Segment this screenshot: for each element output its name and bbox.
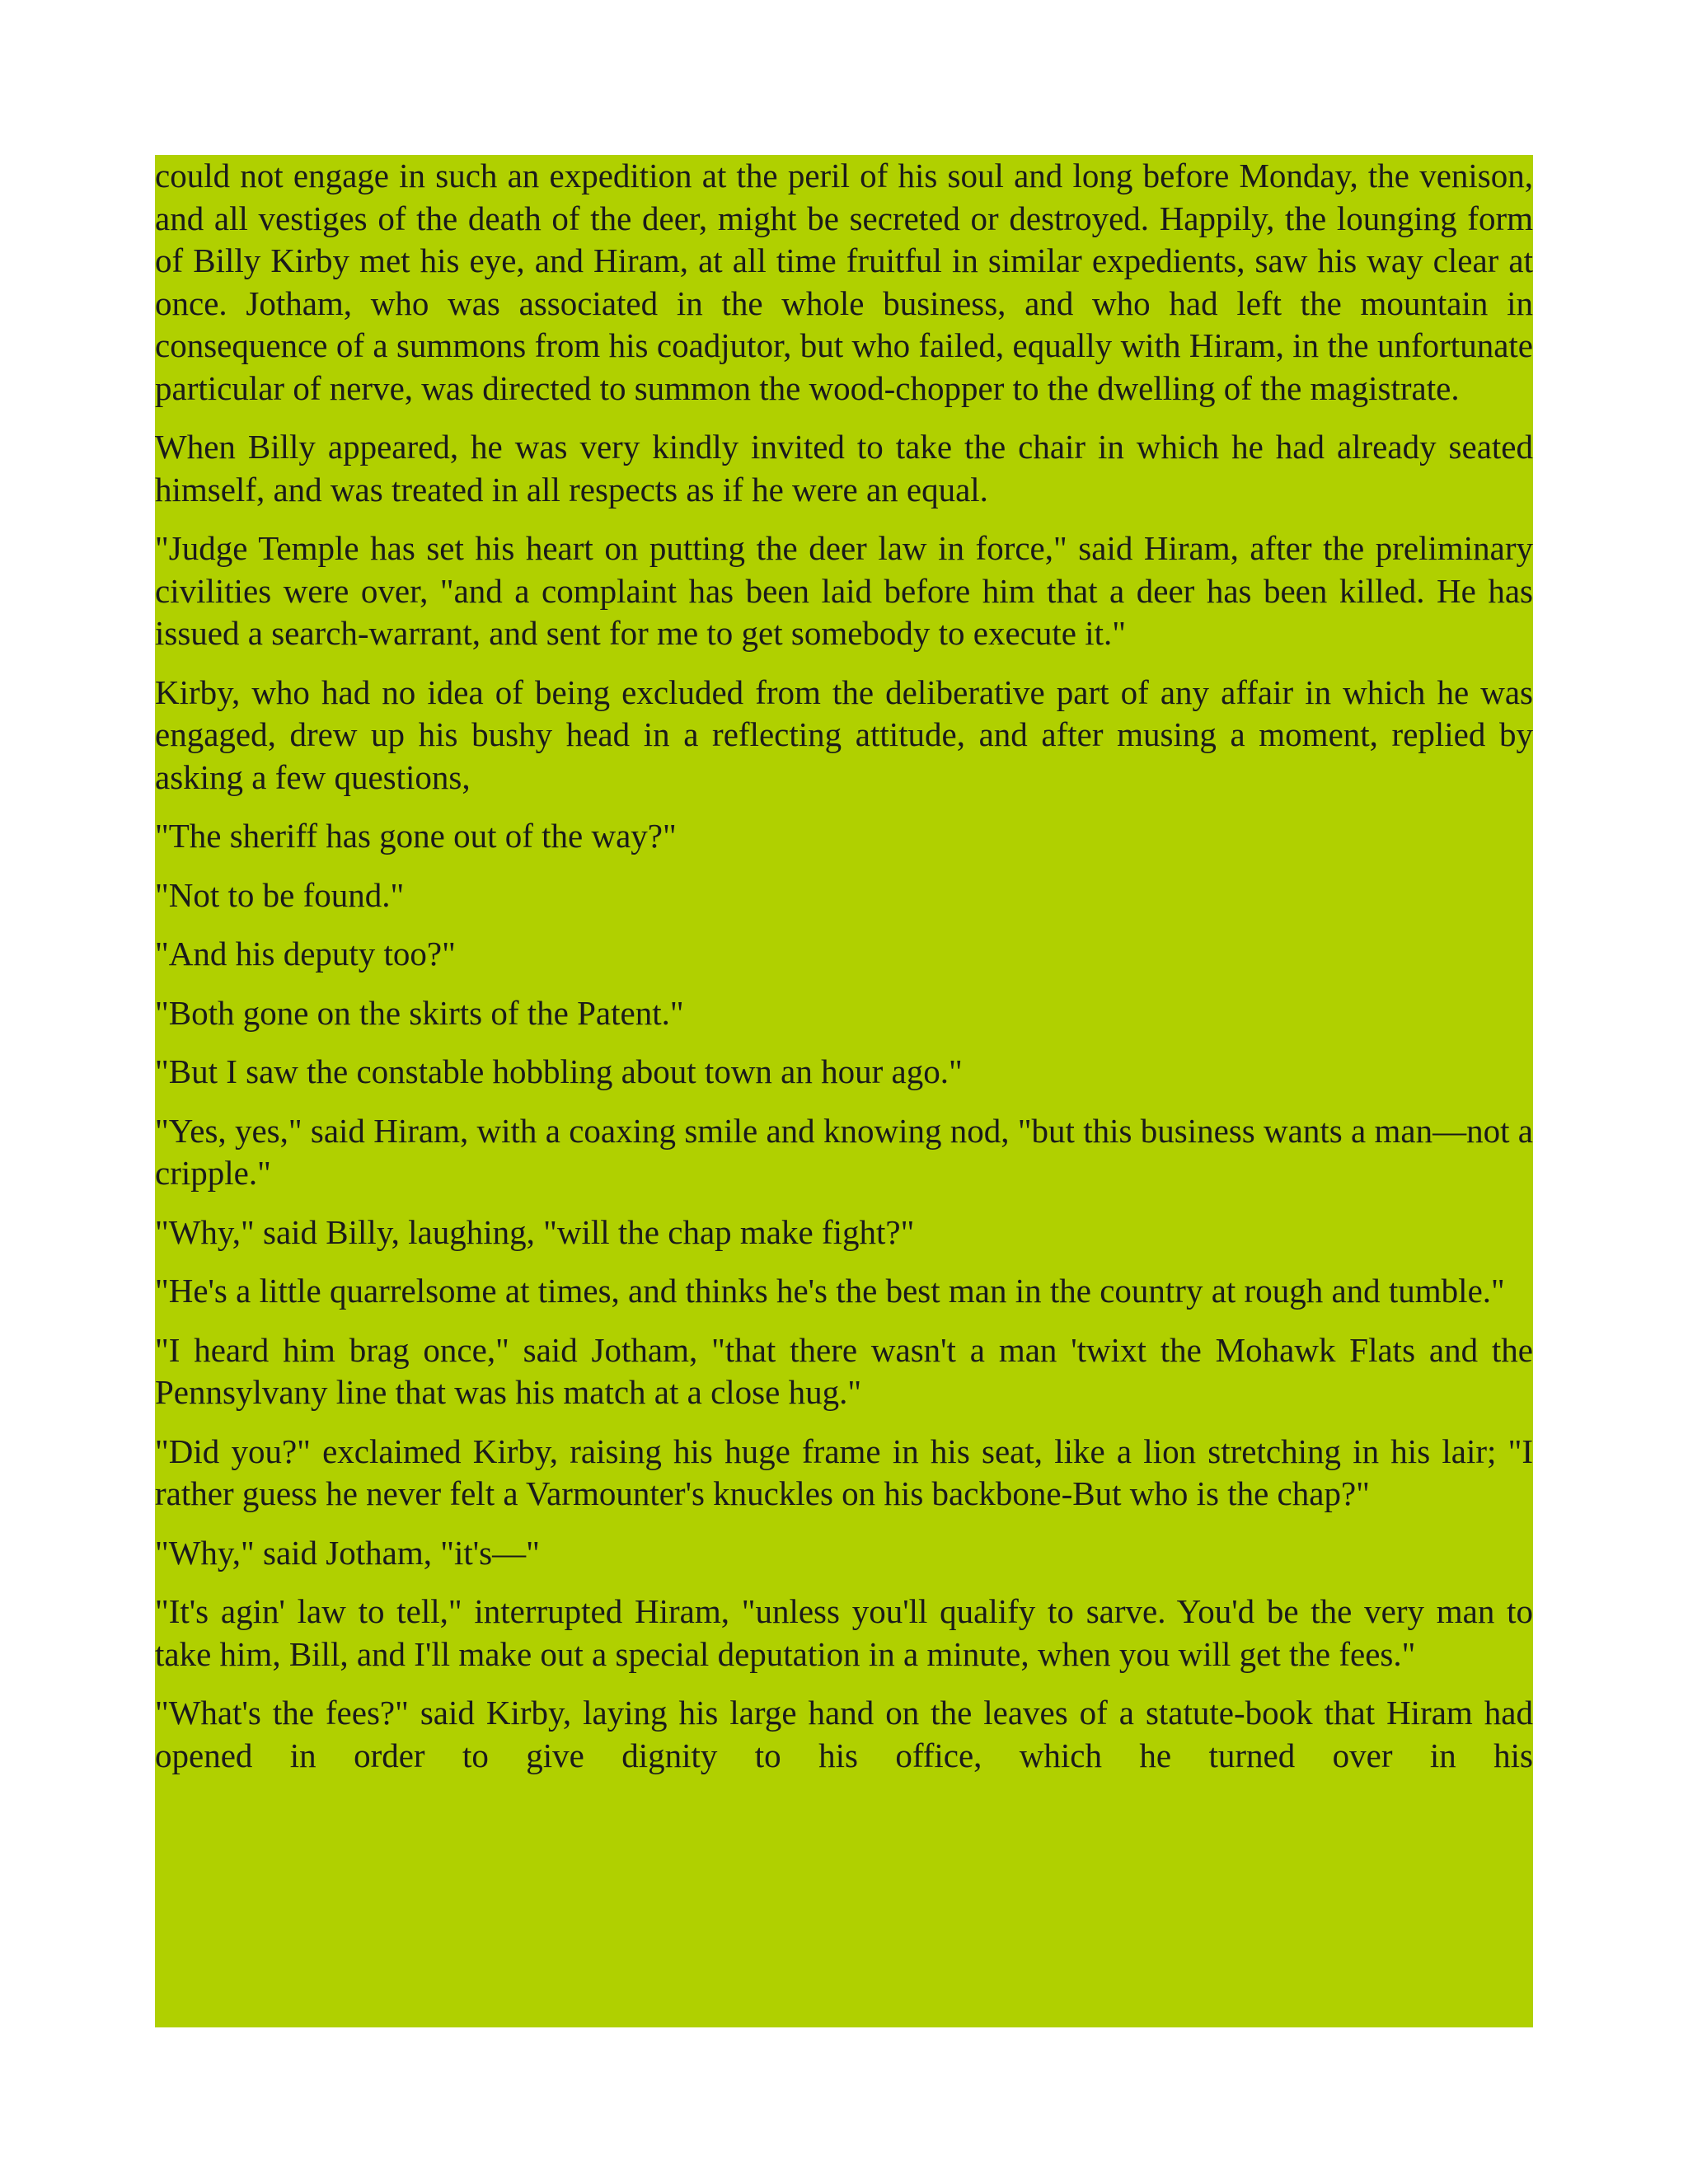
text-block — [155, 155, 1533, 2027]
paragraph: "Why," said Billy, laughing, "will the chap make fight?" — [155, 1212, 915, 1251]
paragraph: "Yes, yes," said Hiram, with a coaxing smile and knowing nod, "but this business wants a man—not a cripple." — [155, 1111, 1533, 1192]
paragraph-continued: "What's the fees?" said Kirby, laying his large hand on the leaves of a statute-book that Hiram had opened in order to give dignity to his office, which he turned over in his — [155, 1694, 1533, 1774]
paragraph: "He's a little quarrelsome at times, and thinks he's the best man in the country at rough and tumble." — [155, 1272, 1505, 1310]
paragraph: Kirby, who had no idea of being excluded from the deliberative part of any affair in which he was engaged, drew up his bushy head in a reflecting attitude, and after musing a moment, replied by asking a few questions, — [155, 673, 1533, 796]
paragraph: "I heard him brag once," said Jotham, "that there wasn't a man 'twixt the Mohawk Flats and the Pennsylvany line that was his match at a close hug." — [155, 1330, 1533, 1411]
paragraph: "It's agin' law to tell," interrupted Hiram, "unless you'll qualify to sarve. You'd be the very man to take him, Bill, and I'll make out a special deputation in a minute, when you will get the fees." — [155, 1592, 1533, 1673]
paragraph: "And his deputy too?" — [155, 935, 456, 972]
paragraph: "Did you?" exclaimed Kirby, raising his huge frame in his seat, like a lion stretching in his lair; "I rather guess he never felt a Varmounter's knuckles on his backbone-But who is the chap?" — [155, 1432, 1533, 1512]
paragraph: "But I saw the constable hobbling about town an hour ago." — [155, 1052, 963, 1090]
paragraph: "Both gone on the skirts of the Patent." — [155, 993, 684, 1032]
paragraph: When Billy appeared, he was very kindly invited to take the chair in which he had already seated himself, and was treated in all respects as if he were an equal. — [155, 428, 1533, 509]
paragraph: "Not to be found." — [155, 875, 405, 914]
paragraph: could not engage in such an expedition at the peril of his soul and long before Monday, the venison, and all vestiges of the death of the deer, might be secreted or destroyed. Happily, the lounging form of Billy Kirby met his eye, and Hiram, at all time fruitful in similar expedients, saw his way clear at once. Jotham, who was associated in the whole business, and who had left the mountain in consequence of a summons from his coadjutor, but who failed, equally with Hiram, in the unfortunate particular of nerve, was directed to summon the wood-chopper to the dwelling of the magistrate. — [155, 157, 1533, 407]
paragraph: "Why," said Jotham, "it's—" — [155, 1533, 540, 1572]
paragraph: "Judge Temple has set his heart on putting the deer law in force," said Hiram, after the preliminary civilities were over, "and a complaint has been laid before him that a deer has been killed. He has issued a search-warrant, and sent for me to get somebody to execute it." — [155, 529, 1533, 652]
paragraph: "The sheriff has gone out of the way?" — [155, 817, 677, 855]
